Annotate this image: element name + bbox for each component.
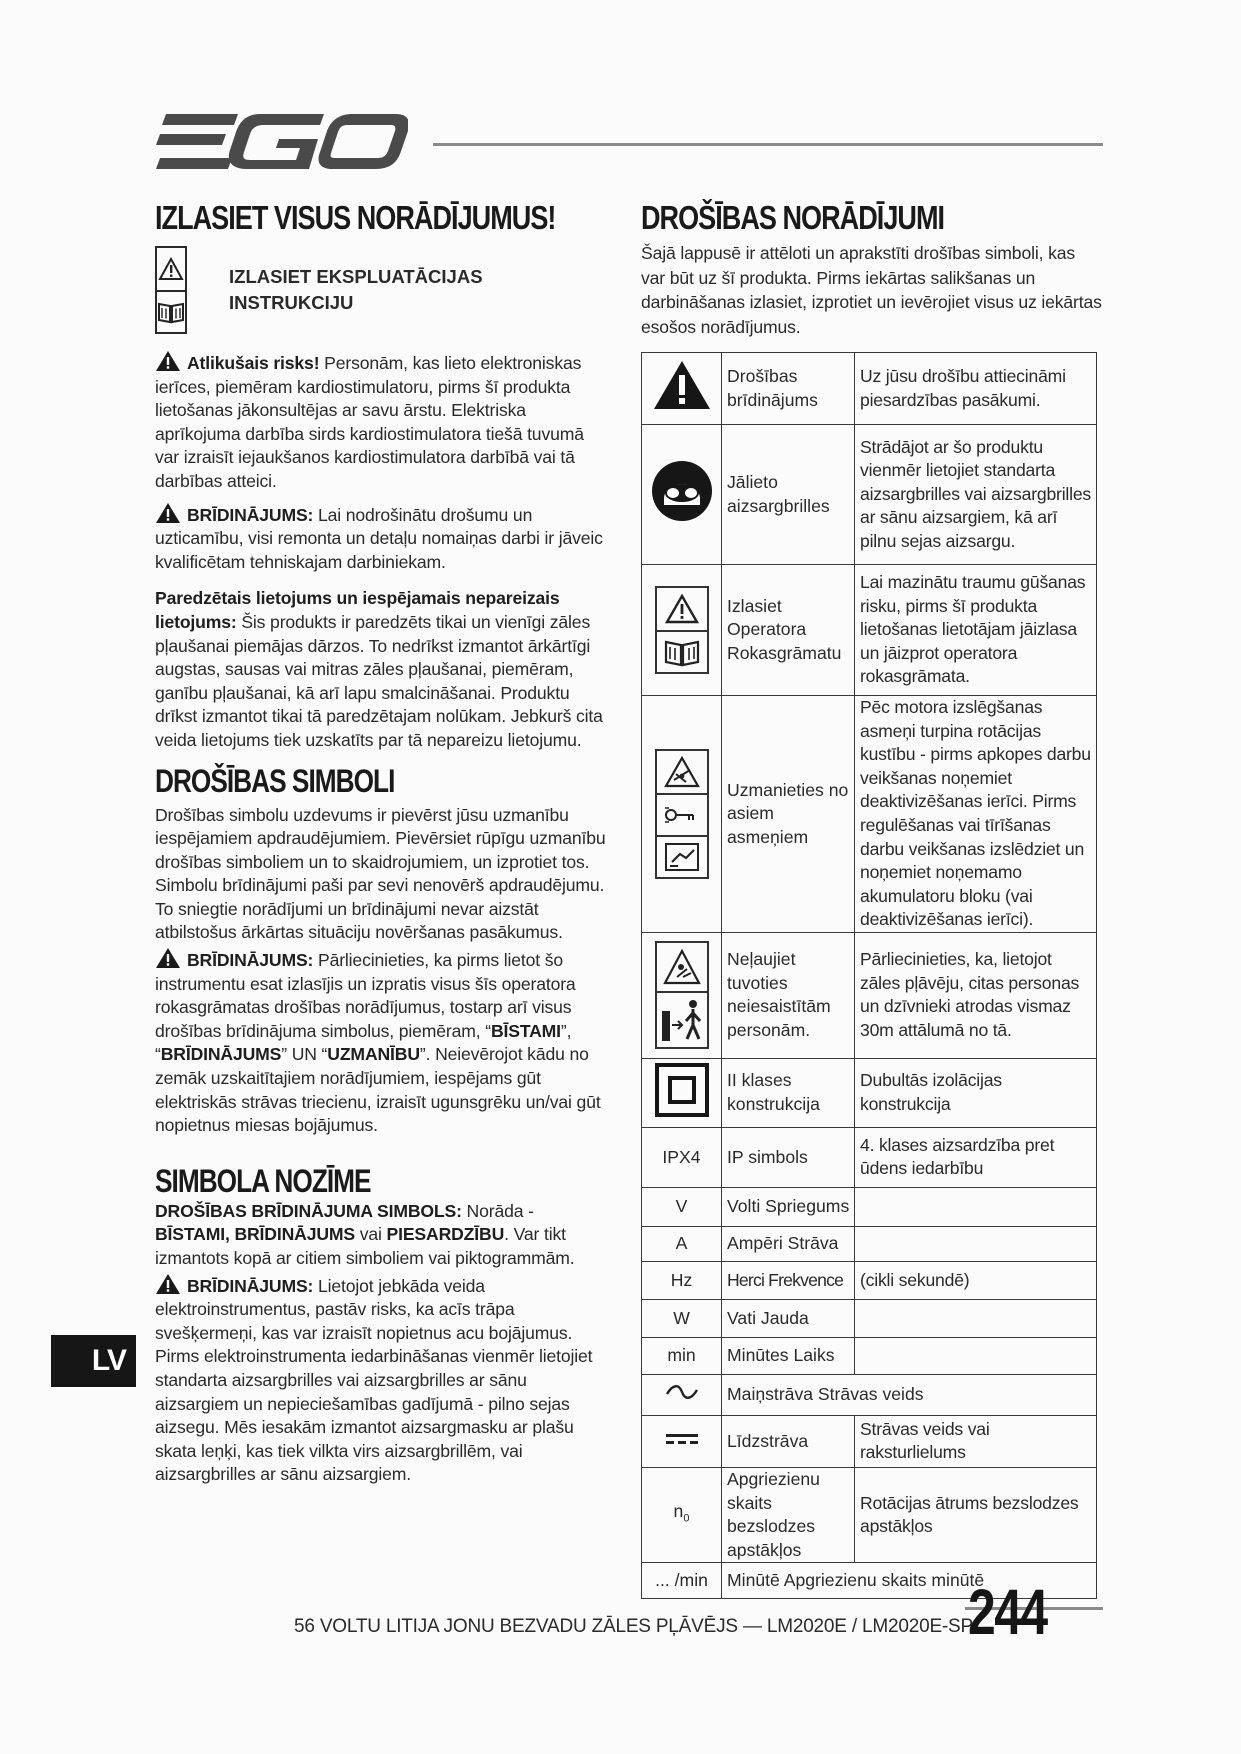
table-row: [642, 1058, 1097, 1127]
symbol-name-cell: Līdzstrāva: [722, 1415, 855, 1467]
symbol-desc-cell: Pēc motora izslēgšanas asmeņi turpina rotācijas kustību - pirms apkopes darbu veikšanas noņemiet deaktivizēšanas ierīci. Pirms regulēšanas vai tīrīšanas darbu veikšanas izslēdziet un noņemiet noņemamo akumulatoru bloku (vai deaktivizēšanas ierīci).: [855, 696, 1097, 933]
symbol-cell: [642, 425, 722, 565]
symbol-cell: [642, 1374, 722, 1415]
symbol-cell: Hz: [642, 1261, 722, 1299]
warning-triangle-icon: [155, 350, 181, 372]
footer-product-title: 56 VOLTU LITIJA JONU BEZVADU ZĀLES PĻĀVĒJS — LM2020E / LM2020E-SP: [294, 1616, 974, 1637]
maintenance-hand-icon: [657, 835, 707, 877]
symbol-name-cell: Drošības brīdinājums: [722, 353, 855, 425]
manual-book-icon: [157, 290, 185, 332]
symbol-cell: [642, 1058, 722, 1127]
symbol-cell: IPX4: [642, 1127, 722, 1187]
table-row: [642, 1226, 1097, 1261]
read-manual-text: IZLASIET EKSPLUATĀCIJAS INSTRUKCIJU: [229, 266, 483, 313]
double-insulation-icon: [654, 1062, 710, 1118]
symbol-name-cell: IP simbols: [722, 1127, 855, 1187]
safety-symbols-table: [641, 352, 1097, 1599]
symbol-name-cell: II klases konstrukcija: [722, 1058, 855, 1127]
table-row: [642, 932, 1097, 1058]
warning-triangle-icon: [652, 359, 712, 411]
blade-hazard-icon: [657, 751, 707, 793]
read-all-title: IZLASIET VISUS NORĀDĪJUMUS!: [155, 199, 556, 236]
warning-triangle-icon: [157, 248, 185, 290]
symbol-name-cell: Volti Spriegums: [722, 1187, 855, 1226]
symbol-desc-cell: Rotācijas ātrums bezslodzes apstākļos: [855, 1467, 1097, 1562]
table-row: [642, 1299, 1097, 1337]
table-row: [642, 1337, 1097, 1374]
table-row: [642, 1415, 1097, 1467]
symbol-desc-cell: 4. klases aizsardzība pret ūdens iedarbību: [855, 1127, 1097, 1187]
symbol-desc-cell: [855, 1337, 1097, 1374]
symbol-cell: [642, 932, 722, 1058]
language-tab: LV: [51, 1335, 136, 1387]
table-row: [642, 425, 1097, 565]
safety-instructions-title: DROŠĪBAS NORĀDĪJUMI: [641, 199, 945, 236]
table-row: [642, 1374, 1097, 1415]
symbol-name-cell: Minūtes Laiks: [722, 1337, 855, 1374]
symbol-desc-cell: Uz jūsu drošību attiecināmi piesardzības pasākumi.: [855, 353, 1097, 425]
symbol-desc-cell: [855, 1226, 1097, 1261]
table-row: [642, 353, 1097, 425]
warning-triangle-icon: [155, 947, 181, 969]
symbol-name-cell: Jālieto aizsargbrilles: [722, 425, 855, 565]
symbol-desc-cell: Strādājot ar šo produktu vienmēr lietojiet standarta aizsargbrilles vai aizsargbrilles ar sānu aizsargiem, kā arī pilnu sejas aizsargu.: [855, 425, 1097, 565]
alternating-current-icon: [665, 1384, 699, 1400]
sharp-blades-icon: [655, 749, 709, 879]
symbol-meaning-paragraph: DROŠĪBAS BRĪDINĀJUMA SIMBOLS: Norāda - BĪSTAMI, BRĪDINĀJUMS vai PIESARDZĪBU. Var tikt izmantots kopā ar citiem simboliem vai piktogrammām.: [155, 1200, 575, 1268]
symbol-cell: W: [642, 1299, 722, 1337]
eye-protection-warning-paragraph: BRĪDINĀJUMS: Lietojot jebkāda veida elektroinstrumentus, pastāv risks, ka acīs trāpa svešķermeņi, kas var izraisīt nopietnus acu bojājumus. Pirms elektroinstrumenta iedarbināšanas vienmēr lietojiet standarta aizsargbrilles vai aizsargbrilles ar sānu aizsargiem un nepieciešamības gadījumā - pilno sejas aizsegu. Mēs iesakām izmantot aizsargmasku ar plašu skata leņķi, kas tiek vilkta virs aizsargbrillēm, vai aizsargbrilles ar sānu aizsargiem.: [155, 1273, 610, 1487]
safety-symbols-paragraph: Drošības simbolu uzdevums ir pievērst jūsu uzmanību iespējamiem apdraudējumiem. Pievērsiet rūpīgu uzmanību drošības simboliem un to skaidrojumiem, un izprotiet tos. Simbolu brīdinājumi paši par sevi nenovērš apdraudējumu. To sniegtie norādījumi un brīdinājumi nevar aizstāt atbilstošus ārkārtas situāciju novēršanas pasākumus.: [155, 804, 606, 943]
residual-risk-paragraph: Atlikušais risks! Personām, kas lieto elektroniskas ierīces, piemēram kardiostimulatoru, pirms šī produkta lietošanas jākonsultējas ar savu ārstu. Elektriska aprīkojuma darbība sirds kardiostimulatora tiešā tuvumā var izraisīt iejaukšanos kardiostimulatora darbībā vai tā darbības atteici.: [155, 350, 610, 494]
table-row: [642, 1187, 1097, 1226]
symbol-cell: V: [642, 1187, 722, 1226]
header-rule: [433, 143, 1103, 146]
intended-use-paragraph: Paredzētais lietojums un iespējamais nepareizais lietojums: Šis produkts ir paredzēts tikai un vienīgi zāles pļaušanai piemājas dārzos. To nedrīkst izmantot ārkārtīgi augstas, sausas vai mitras zāles pļaušanai, piemēram, ganību pļaušanai, kā arī lapu smalcināšanai. Produktu drīkst izmantot tikai tā paredzētajam nolūkam. Jebkurš cita veida lietojums tiek uzskatīts par tā nepareizu lietojumu.: [155, 588, 603, 750]
symbol-desc-cell: (cikli sekundē): [855, 1261, 1097, 1299]
symbol-name-cell: Apgriezienu skaits bezslodzes apstākļos: [722, 1467, 855, 1562]
symbol-meaning-title: SIMBOLA NOZĪME: [155, 1162, 371, 1199]
table-row: [642, 696, 1097, 933]
symbol-cell: A: [642, 1226, 722, 1261]
symbol-name-cell: Uzmanieties no asiem asmeņiem: [722, 696, 855, 933]
ego-logo: [156, 112, 408, 172]
symbol-cell: [642, 696, 722, 933]
table-row: [642, 565, 1097, 696]
left-column: [155, 198, 610, 1487]
symbol-name-cell: Herci Frekvence: [722, 1261, 855, 1299]
symbol-cell: [642, 565, 722, 696]
right-column: [641, 198, 1103, 339]
symbol-desc-cell: [855, 1299, 1097, 1337]
read-manual-icon: [655, 586, 709, 674]
symbol-name-cell: Ampēri Strāva: [722, 1226, 855, 1261]
safety-instructions-intro: Šajā lappusē ir attēloti un aprakstīti drošības simboli, kas var būt uz šī produkta. Pirms iekārtas salikšanas un darbināšanas izlasiet, izprotiet un ievērojiet visus uz iekārtas esošos norādījumus.: [641, 243, 1102, 337]
bystander-distance-icon: [657, 991, 707, 1047]
read-instructions-warning-paragraph: BRĪDINĀJUMS: Pārliecinieties, ka pirms lietot šo instrumentu esat izlasījis un izpratis visus šīs operatora rokasgrāmatas drošības norādījumus, tostarp arī visus drošības brīdinājuma simbolus, piemēram, “BĪSTAMI”, “BRĪDINĀJUMS” UN “UZMANĪBU”. Neievērojot kādu no zemāk uzskaitītajiem norādījumiem, iespējams gūt elektriskās strāvas triecienu, izraisīt ugunsgrēku un/vai gūt nopietnus miesas bojājumus.: [155, 947, 610, 1138]
symbol-name-cell: Minūtē Apgriezienu skaits minūtē: [722, 1563, 1097, 1599]
symbol-desc-cell: Pārliecinieties, ka, lietojot zāles pļāvēju, citas personas un dzīvnieki atrodas vismaz 30m attālumā no tā.: [855, 932, 1097, 1058]
symbol-desc-cell: [855, 1187, 1097, 1226]
repair-warning-paragraph: BRĪDINĀJUMS: Lai nodrošinātu drošumu un uzticamību, visi remonta un detaļu nomaiņas darbi ir jāveic kvalificētam tehniskajam darbiniekam.: [155, 502, 610, 575]
direct-current-icon: [665, 1431, 699, 1447]
symbol-name-cell: Izlasiet Operatora Rokasgrāmatu: [722, 565, 855, 696]
symbol-cell: [642, 1415, 722, 1467]
warning-triangle-icon: [155, 1273, 181, 1295]
symbol-desc-cell: Strāvas veids vai raksturlielums: [855, 1415, 1097, 1467]
symbol-cell: $n_0$: [642, 1467, 722, 1562]
symbol-name-cell: Maiņstrāva Strāvas veids: [722, 1374, 1097, 1415]
safety-glasses-icon: [650, 459, 714, 523]
table-row: [642, 1261, 1097, 1299]
thrown-objects-icon: [657, 943, 707, 991]
table-row: [642, 1467, 1097, 1562]
symbol-desc-cell: Dubultās izolācijas konstrukcija: [855, 1058, 1097, 1127]
symbol-name-cell: Neļaujiet tuvoties neiesaistītām personām.: [722, 932, 855, 1058]
symbol-cell: ... /min: [642, 1563, 722, 1599]
warning-triangle-icon: [657, 588, 707, 630]
read-manual-icon-stack: [155, 246, 187, 334]
safety-symbols-title: DROŠĪBAS SIMBOLI: [155, 762, 395, 799]
manual-book-icon: [657, 630, 707, 672]
warning-triangle-icon: [155, 502, 181, 524]
remove-key-icon: [657, 793, 707, 835]
keep-bystanders-away-icon: [655, 941, 709, 1049]
read-manual-box: [155, 246, 610, 334]
symbol-cell: min: [642, 1337, 722, 1374]
symbol-name-cell: Vati Jauda: [722, 1299, 855, 1337]
table-row: [642, 1127, 1097, 1187]
symbol-desc-cell: Lai mazinātu traumu gūšanas risku, pirms šī produkta lietošanas lietotājam jāizlasa un jāizprot operatora rokasgrāmata.: [855, 565, 1097, 696]
page-number: 244: [968, 1576, 1047, 1648]
symbol-cell: [642, 353, 722, 425]
